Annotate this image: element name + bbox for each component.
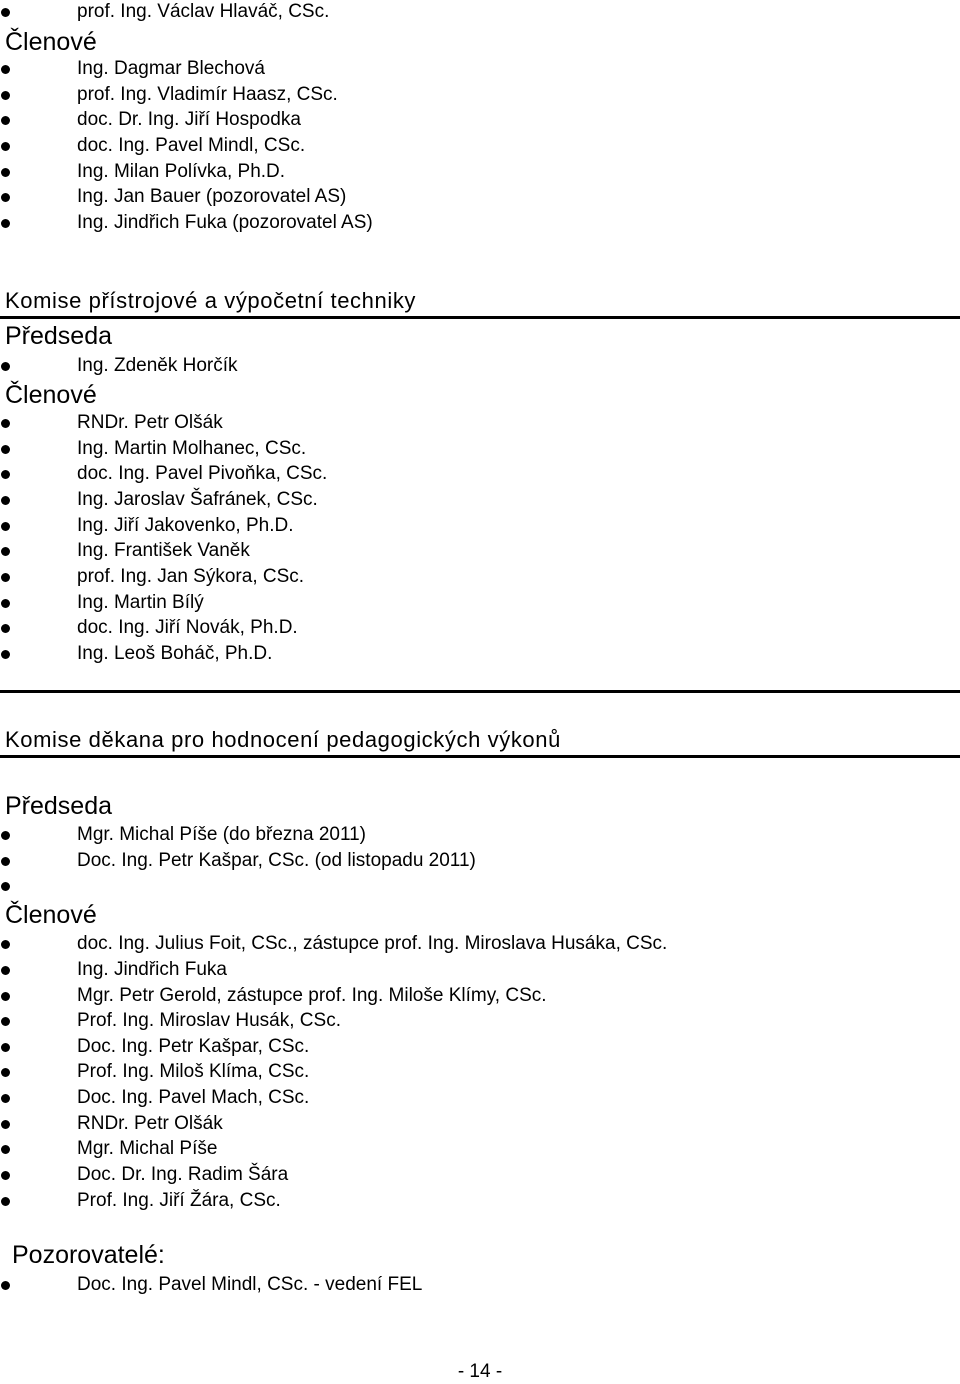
bullet-icon <box>1 193 10 202</box>
list-item: Ing. Milan Polívka, Ph.D. <box>0 160 960 184</box>
members-heading: Členové <box>5 901 97 929</box>
bullet-icon <box>1 1281 10 1290</box>
list-item: Prof. Ing. Miloš Klíma, CSc. <box>0 1060 960 1084</box>
bullet-icon <box>1 882 10 891</box>
members-heading: Členové <box>5 381 97 409</box>
list-item: doc. Ing. Julius Foit, CSc., zástupce prof. Ing. Miroslava Husáka, CSc. <box>0 932 960 956</box>
section-title: Komise přístrojové a výpočetní techniky <box>5 288 417 313</box>
bullet-icon <box>1 992 10 1001</box>
bullet-icon <box>1 599 10 608</box>
page-number: - 14 - <box>457 1361 503 1382</box>
bullet-icon <box>1 470 10 479</box>
section-divider <box>0 755 960 758</box>
list-item: Ing. Dagmar Blechová <box>0 57 960 81</box>
bullet-icon <box>1 522 10 531</box>
list-item: Prof. Ing. Jiří Žára, CSc. <box>0 1189 960 1213</box>
list-item: doc. Dr. Ing. Jiří Hospodka <box>0 108 960 132</box>
bullet-icon <box>1 419 10 428</box>
bullet-icon <box>1 966 10 975</box>
bullet-icon <box>1 1197 10 1206</box>
list-item <box>0 874 960 898</box>
list-item: Ing. Jaroslav Šafránek, CSc. <box>0 488 960 512</box>
bullet-icon <box>1 168 10 177</box>
bullet-icon <box>1 1017 10 1026</box>
observers-heading: Pozorovatelé: <box>12 1241 165 1269</box>
bullet-icon <box>1 857 10 866</box>
bullet-icon <box>1 8 10 17</box>
bullet-icon <box>1 91 10 100</box>
bullet-icon <box>1 116 10 125</box>
list-item: Doc. Ing. Petr Kašpar, CSc. <box>0 1035 960 1059</box>
bullet-icon <box>1 1120 10 1129</box>
section-divider <box>0 316 960 319</box>
bullet-icon <box>1 445 10 454</box>
list-item: Ing. Jindřich Fuka <box>0 958 960 982</box>
list-item: Ing. Leoš Boháč, Ph.D. <box>0 642 960 666</box>
list-item: Doc. Dr. Ing. Radim Šára <box>0 1163 960 1187</box>
list-item: Ing. Jan Bauer (pozorovatel AS) <box>0 185 960 209</box>
list-item: Ing. Jiří Jakovenko, Ph.D. <box>0 514 960 538</box>
list-item: Ing. Martin Molhanec, CSc. <box>0 437 960 461</box>
chair-heading: Předseda <box>5 322 113 350</box>
list-item: Doc. Ing. Pavel Mach, CSc. <box>0 1086 960 1110</box>
list-item: Doc. Ing. Petr Kašpar, CSc. (od listopadu 2011) <box>0 849 960 873</box>
list-item: Doc. Ing. Pavel Mindl, CSc. - vedení FEL <box>0 1273 960 1297</box>
bullet-icon <box>1 65 10 74</box>
list-item: Mgr. Petr Gerold, zástupce prof. Ing. Miloše Klímy, CSc. <box>0 984 960 1008</box>
bullet-icon <box>1 1145 10 1154</box>
list-item: prof. Ing. Vladimír Haasz, CSc. <box>0 83 960 107</box>
chair-heading: Předseda <box>5 792 113 820</box>
bullet-icon <box>1 573 10 582</box>
list-item: prof. Ing. Václav Hlaváč, CSc. <box>0 0 960 24</box>
list-item: RNDr. Petr Olšák <box>0 411 960 435</box>
bullet-icon <box>1 219 10 228</box>
bullet-icon <box>1 1171 10 1180</box>
list-item: doc. Ing. Pavel Mindl, CSc. <box>0 134 960 158</box>
list-item: Mgr. Michal Píše <box>0 1137 960 1161</box>
list-item: prof. Ing. Jan Sýkora, CSc. <box>0 565 960 589</box>
bullet-icon <box>1 624 10 633</box>
list-item: Prof. Ing. Miroslav Husák, CSc. <box>0 1009 960 1033</box>
bullet-icon <box>1 650 10 659</box>
section-title: Komise děkana pro hodnocení pedagogických výkonů <box>5 727 561 752</box>
bullet-icon <box>1 547 10 556</box>
bullet-icon <box>1 142 10 151</box>
bullet-icon <box>1 1043 10 1052</box>
bullet-icon <box>1 496 10 505</box>
list-item: Ing. Zdeněk Horčík <box>0 354 960 378</box>
bullet-icon <box>1 362 10 371</box>
bullet-icon <box>1 940 10 949</box>
list-item: doc. Ing. Pavel Pivoňka, CSc. <box>0 462 960 486</box>
list-item: RNDr. Petr Olšák <box>0 1112 960 1136</box>
list-item: Ing. František Vaněk <box>0 539 960 563</box>
bullet-icon <box>1 831 10 840</box>
list-item: doc. Ing. Jiří Novák, Ph.D. <box>0 616 960 640</box>
bullet-icon <box>1 1068 10 1077</box>
members-heading: Členové <box>5 28 97 56</box>
section-divider <box>0 690 960 693</box>
list-item: Mgr. Michal Píše (do března 2011) <box>0 823 960 847</box>
list-item: Ing. Martin Bílý <box>0 591 960 615</box>
bullet-icon <box>1 1094 10 1103</box>
list-item: Ing. Jindřich Fuka (pozorovatel AS) <box>0 211 960 235</box>
